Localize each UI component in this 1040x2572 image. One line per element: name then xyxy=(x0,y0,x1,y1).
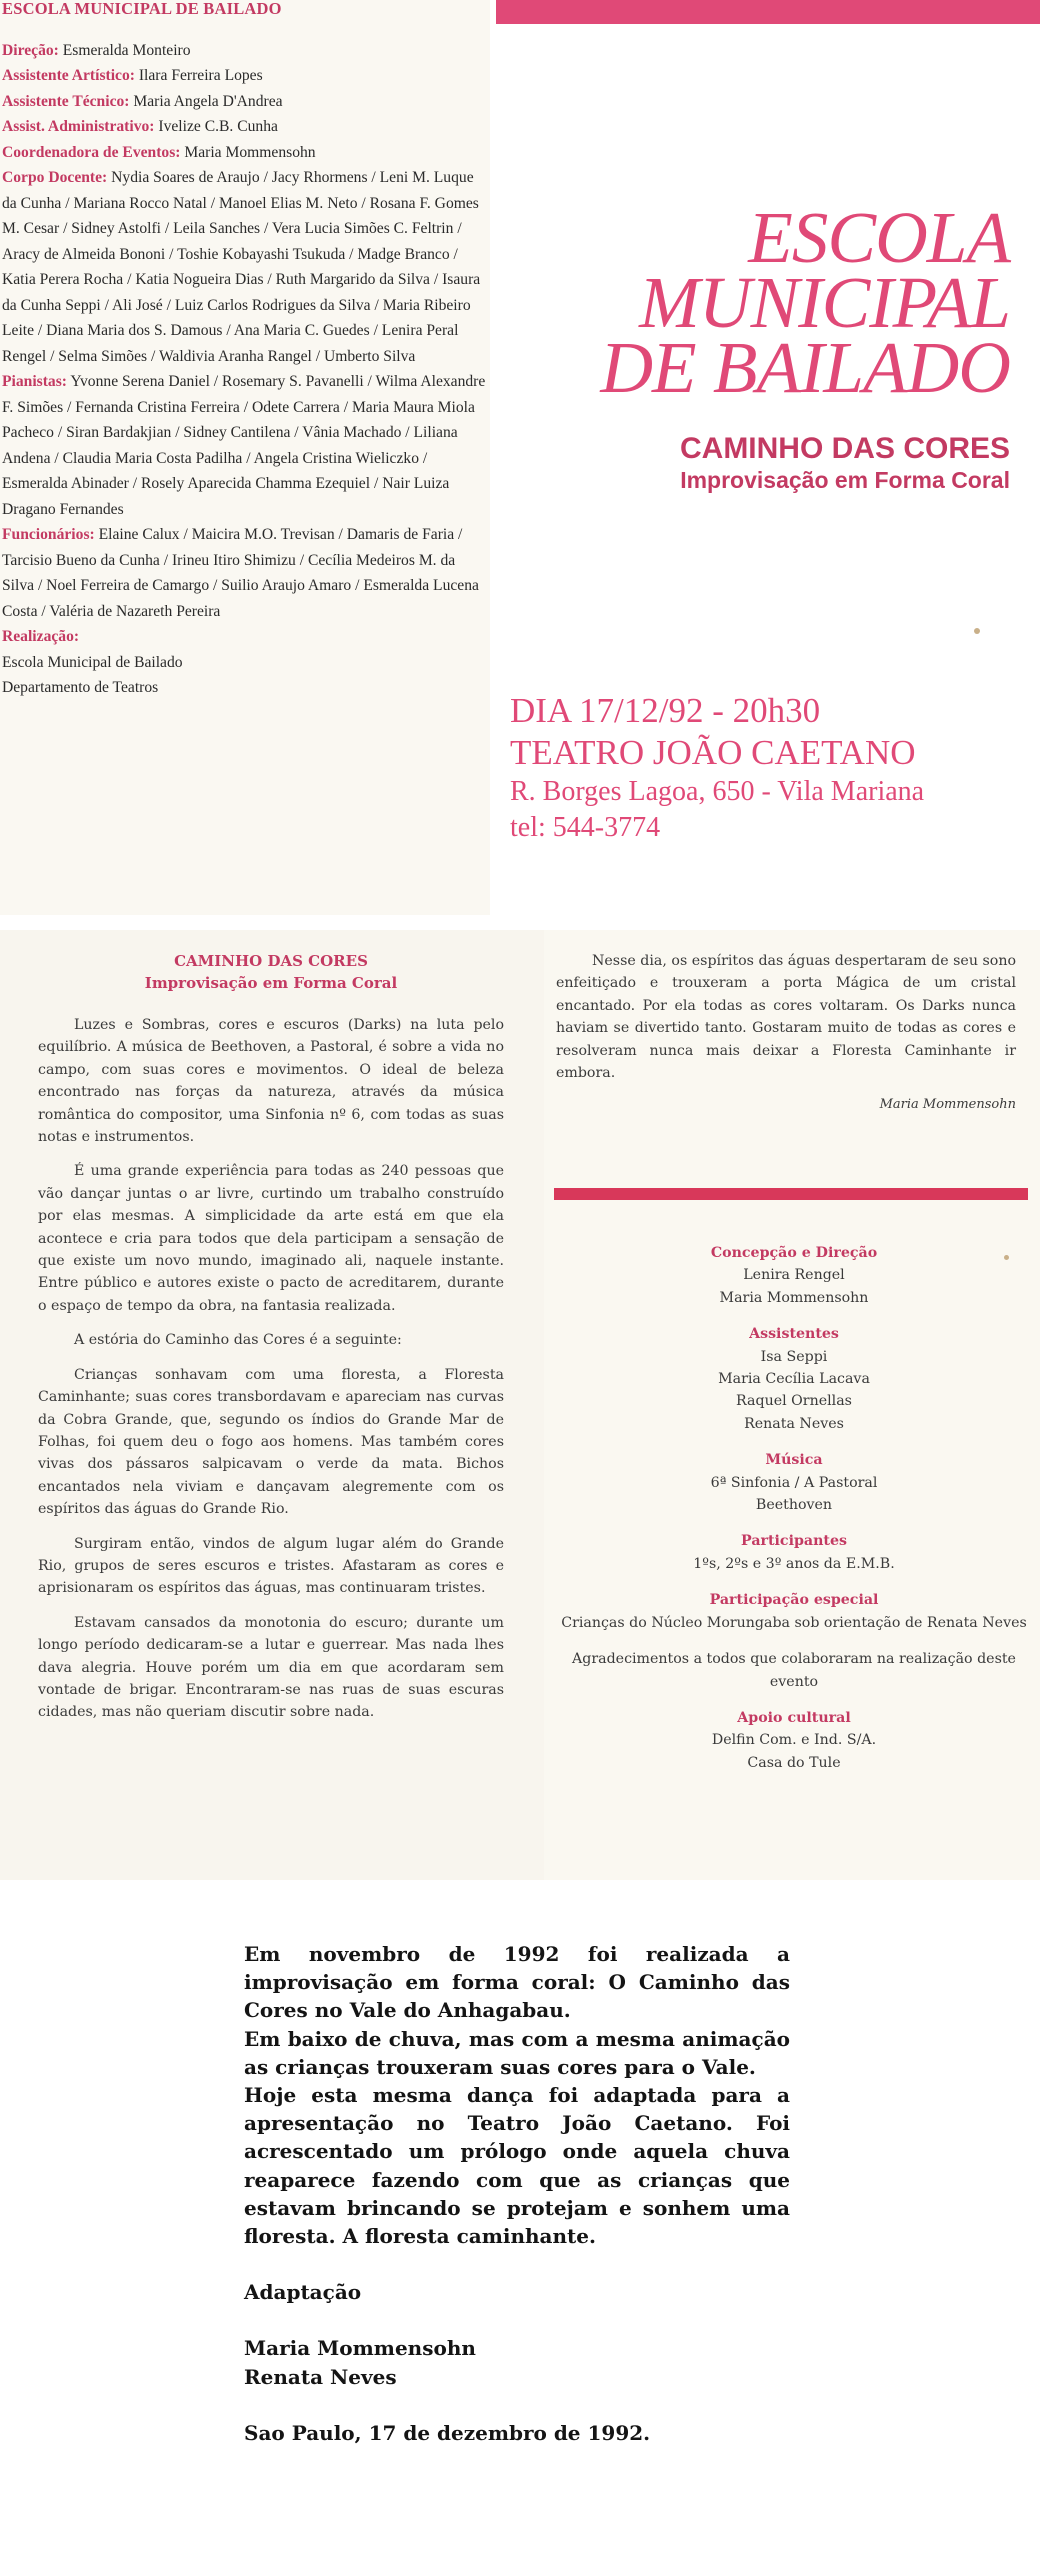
credit-block xyxy=(554,1242,1034,1309)
credits-list xyxy=(554,1242,1034,1788)
credit-line: Maria Cecília Lacava xyxy=(718,1371,870,1388)
credit-block xyxy=(554,1648,1034,1693)
credit-line: Lenira Rengel xyxy=(743,1267,845,1284)
credit-line: Beethoven xyxy=(755,1497,833,1514)
staff-role: Coordenadora de Eventos: xyxy=(2,143,181,161)
staff-section xyxy=(2,114,490,140)
staff-people: Esmeralda Monteiro xyxy=(62,41,191,59)
credit-block xyxy=(554,1530,1034,1575)
credit-heading: Participantes xyxy=(741,1533,847,1550)
staff-section xyxy=(2,38,490,64)
story-paragraph: Crianças sonhavam com uma floresta, a Floresta Caminhante; suas cores transbordavam e apareciam nas curvas da Cobra Grande, que, segundo os índios do Grande Mar de Folhas, foi quem deu o fogo aos homens. Mas também cores vivas dos pássaros salpicavam o verde da mata. Bichos encantados nela viviam e dançavam alegremente com os espíritos das águas do Grande Rio. xyxy=(38,1366,504,1518)
note-paragraph: Em baixo de chuva, mas com a mesma animação as crianças trouxeram suas cores para o Vale. xyxy=(244,2026,790,2079)
note-place-date: Sao Paulo, 17 de dezembro de 1992. xyxy=(244,2420,651,2445)
spacer xyxy=(244,2391,790,2419)
cover-title xyxy=(516,197,1010,408)
story-title: CAMINHO DAS CORES xyxy=(174,952,368,970)
staff-section xyxy=(2,63,490,89)
credit-line: Casa do Tule xyxy=(747,1754,841,1771)
credit-line: Agradecimentos a todos que colaboraram na realização deste evento xyxy=(572,1651,1016,1690)
event-venue: TEATRO JOÃO CAETANO xyxy=(510,733,916,772)
staff-role: Assistente Artístico: xyxy=(2,67,135,84)
credit-line: Maria Mommensohn xyxy=(719,1289,869,1306)
note-author: Renata Neves xyxy=(244,2364,397,2389)
credit-heading: Participação especial xyxy=(709,1592,879,1609)
spacer xyxy=(244,2306,790,2334)
cover-title-line: ESCOLA xyxy=(748,197,1010,278)
cover-subtitle-main: CAMINHO DAS CORES xyxy=(679,432,1010,465)
staff-role: Direção: xyxy=(2,41,59,59)
credit-heading: Música xyxy=(765,1452,823,1469)
staff-panel xyxy=(0,0,490,915)
credit-heading: Apoio cultural xyxy=(737,1709,851,1726)
story-subtitle: Improvisação em Forma Coral xyxy=(144,974,398,992)
credit-heading: Concepção e Direção xyxy=(710,1245,878,1261)
story-paragraph: Estavam cansados da monotonia do escuro; durante um longo período dedicaram-se a lutar e guerrear. Mas nada lhes dava alegria. Houve porém um dia em que acordaram sem vontade de brigar. Encontraram-se nas ruas de suas escuras cidades, mas não queriam discutir sobre nada. xyxy=(38,1614,504,1721)
credit-line: Delfin Com. e Ind. S/A. xyxy=(711,1732,877,1749)
event-address: R. Borges Lagoa, 650 - Vila Mariana xyxy=(510,776,925,807)
story-paragraph: A estória do Caminho das Cores é a seguinte: xyxy=(74,1332,402,1349)
credit-heading: Assistentes xyxy=(749,1326,839,1343)
staff-header: ESCOLA MUNICIPAL DE BAILADO xyxy=(2,0,282,18)
staff-role: Realização: xyxy=(2,628,80,645)
staff-role: Corpo Docente: xyxy=(2,169,108,186)
credit-block xyxy=(554,1449,1034,1516)
staff-people: Maria Mommensohn xyxy=(184,143,316,161)
staff-section xyxy=(2,140,490,166)
spacer xyxy=(244,2250,790,2278)
credit-line: Renata Neves xyxy=(744,1415,844,1432)
story-paragraph: É uma grande experiência para todas as 240 pessoas que vão dançar juntas o ar livre, curtindo um trabalho construído por elas mesmas. A simplicidade da arte está em que ela acontece e cria para todos que dela participam a sensação de que existe um novo mundo, imaginado ali, naquele instante. Entre público e autores existe o pacto de acreditarem, durante o espaço de tempo da obra, na fantasia realizada. xyxy=(38,1163,504,1314)
staff-people: Ilara Ferreira Lopes xyxy=(138,67,263,84)
event-date: DIA 17/12/92 - 20h30 xyxy=(510,691,821,730)
staff-people: Ivelize C.B. Cunha xyxy=(158,118,278,135)
realizacao-line: Departamento de Teatros xyxy=(2,679,159,696)
staff-people: Nydia Soares de Araujo / Jacy Rhormens / Leni M. Luque da Cunha / Mariana Rocco Natal / Manoel Elias M. Neto / Rosana F. Gomes M. Cesar / Sidney Astolfi / Leila Sanches / Vera Lucia Simões C. Feltrin / Aracy de Almeida Bononi / Toshie Kobayashi Tsukuda / Madge Branco / Katia Perera Rocha / Katia Nogueira Dias / Ruth Margarido da Silva / Isaura da Cunha Seppi / Ali José / Luiz Carlos Rodrigues da Silva / Maria Ribeiro Leite / Diana Maria dos S. Damous / Ana Maria C. Guedes / Lenira Peral Rengel / Selma Simões / Waldivia Aranha Rangel / Umberto Silva xyxy=(2,169,481,365)
staff-people: Elaine Calux / Maicira M.O. Trevisan / Damaris de Faria / Tarcisio Bueno da Cunha / Irineu Itiro Shimizu / Cecília Medeiros M. da Silva / Noel Ferreira de Camargo / Suilio Araujo Amaro / Esmeralda Lucena Costa / Valéria de Nazareth Pereira xyxy=(2,526,479,620)
note-paragraph: Em novembro de 1992 foi realizada a improvisação em forma coral: O Caminho das Cores no Vale do Anhagabau. xyxy=(244,1942,790,2023)
story-paragraph: Luzes e Sombras, cores e escuros (Darks) na luta pelo equilíbrio. A música de Beethoven, a Pastoral, é sobre a vida no campo, com suas cores e movimentos. O ideal de beleza encontrado nas forças da natureza, através da música romântica do compositor, uma Sinfonia nº 6, com todas as suas notas e instrumentos. xyxy=(38,1017,504,1146)
typed-note xyxy=(222,1900,816,2572)
story-heading xyxy=(38,950,504,994)
story-paragraph: Surgiram então, vindos de algum lugar além do Grande Rio, grupos de seres escuros e tristes. Afastaram as cores e aprisionaram os espíritos das águas, mas continuaram tristes. xyxy=(38,1535,504,1597)
credit-line: 6ª Sinfonia / A Pastoral xyxy=(710,1474,878,1491)
credits-panel xyxy=(544,930,1040,1880)
credit-line: Isa Seppi xyxy=(760,1348,828,1365)
credit-block xyxy=(554,1589,1034,1634)
event-phone: tel: 544-3774 xyxy=(510,812,661,843)
staff-section xyxy=(2,89,490,115)
staff-section xyxy=(2,369,490,522)
cover-accent-bar xyxy=(496,0,1040,24)
cover-subtitle xyxy=(516,432,1010,494)
cover-subtitle-secondary: Improvisação em Forma Coral xyxy=(680,467,1010,493)
event-info xyxy=(510,690,1030,846)
staff-section xyxy=(2,624,490,650)
credit-block xyxy=(554,1323,1034,1435)
staff-sections xyxy=(2,38,490,701)
staff-section xyxy=(2,165,490,369)
cover-title-line: MUNICIPAL xyxy=(639,262,1010,343)
story-panel xyxy=(0,930,544,1880)
realizacao-line: Escola Municipal de Bailado xyxy=(2,653,183,671)
cover-title-line: DE BAILADO xyxy=(600,327,1010,408)
note-paragraph: Hoje esta mesma dança foi adaptada para a apresentação no Teatro João Caetano. Foi acrescentado um prólogo onde aquela chuva reaparece fazendo com que as crianças que estavam brincando se protejam e sonhem uma floresta. A floresta caminhante. xyxy=(244,2083,790,2249)
credits-divider-bar xyxy=(554,1188,1028,1200)
credit-line: Crianças do Núcleo Morungaba sob orientação de Renata Neves xyxy=(561,1614,1027,1631)
story-author: Maria Mommensohn xyxy=(879,1097,1016,1113)
credit-block xyxy=(554,1707,1034,1774)
staff-role: Assist. Administrativo: xyxy=(2,118,155,135)
staff-people: Yvonne Serena Daniel / Rosemary S. Pavanelli / Wilma Alexandre F. Simões / Fernanda Cristina Ferreira / Odete Carrera / Maria Maura Miola Pacheco / Siran Bardakjian / Sidney Cantilena / Vânia Machado / Liliana Andena / Claudia Maria Costa Padilha / Angela Cristina Wieliczko / Esmeralda Abinader / Rosely Aparecida Chamma Ezequiel / Nair Luiza Dragano Fernandes xyxy=(2,373,486,518)
staff-role: Assistente Técnico: xyxy=(2,92,130,110)
story-continuation: Nesse dia, os espíritos das águas despertaram de seu sono enfeitiçado e trouxeram a porta Mágica de um cristal encantado. Por ela todas as cores voltaram. Os Darks nunca haviam se divertido tanto. Gostaram muito de todas as cores e resolveram nunca mais deixar a Floresta Caminhante ir embora. xyxy=(556,953,1016,1082)
staff-role: Pianistas: xyxy=(2,373,67,390)
paper-speck xyxy=(974,628,980,634)
staff-role: Funcionários: xyxy=(2,526,95,543)
note-author: Maria Mommensohn xyxy=(244,2336,476,2361)
credit-line: 1ºs, 2ºs e 3º anos da E.M.B. xyxy=(693,1555,895,1572)
credit-line: Raquel Ornellas xyxy=(736,1393,852,1410)
staff-section xyxy=(2,522,490,624)
staff-people: Maria Angela D'Andrea xyxy=(133,92,283,110)
adaptation-label: Adaptação xyxy=(244,2280,362,2305)
cover-panel xyxy=(496,0,1040,915)
